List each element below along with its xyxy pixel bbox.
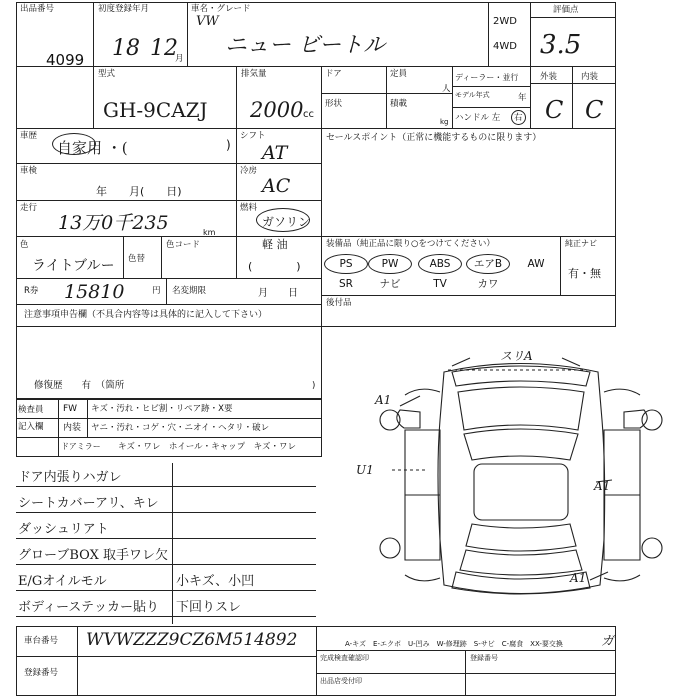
shift-label: シフト: [240, 131, 266, 141]
damage-mark-right-rear: A1: [570, 571, 587, 585]
ext-label: 外装: [540, 72, 558, 82]
score: 3.5: [540, 30, 582, 60]
inspector-row-text: ヤニ・汚れ・コゲ・穴・ニオイ・ヘタリ・破レ: [91, 423, 270, 433]
reg-year: 18: [112, 36, 140, 61]
remark-right: 小キズ、小凹: [176, 574, 255, 589]
handle-label: ハンドル 左: [455, 113, 501, 123]
displacement: 2000: [250, 98, 304, 122]
inspector-row-text: キズ・汚れ・ヒビ割・リペア跡・X要: [91, 404, 233, 414]
fig-label: ガ: [601, 634, 615, 649]
drive-2wd: 2WD: [493, 16, 517, 27]
hood: [458, 387, 584, 430]
month-unit: 月: [175, 54, 184, 64]
usage-label: 車歴: [20, 131, 38, 141]
name-change-label: 名変期限: [172, 286, 207, 296]
fuel-paren: ( ): [248, 260, 301, 273]
dealer-label: ディーラー・並行: [455, 73, 519, 82]
door-label: ドア: [325, 69, 342, 79]
yen-unit: 円: [152, 286, 161, 296]
score-label: 評価点: [553, 5, 579, 15]
lot-label: 出品番号: [20, 4, 55, 14]
inspector-label: 検査員: [18, 405, 44, 415]
capacity-label: 定員: [390, 69, 408, 79]
equip-item: AW: [527, 258, 545, 270]
equip-label: 装備品（純正品に限り○をつけてください）: [326, 239, 495, 249]
shape-label: 形状: [325, 99, 343, 109]
remark-right: 下回りスレ: [176, 600, 242, 615]
usage-close: ): [226, 138, 231, 152]
mileage-label: 走行: [20, 203, 38, 213]
footer-box3: 出品店受付印: [320, 677, 362, 685]
damage-mark-right-door: A1: [594, 479, 611, 493]
damage-mark-front-bumper: スリA: [500, 349, 533, 363]
vin-label: 車台番号: [24, 636, 59, 646]
sales-label: セールスポイント（正常に機能するものに限ります）: [326, 133, 542, 143]
roof: [474, 464, 568, 520]
lot-number: 4099: [46, 51, 85, 69]
remark-left: E/Gオイルモル: [18, 574, 107, 589]
damage-mark-left-door: U1: [356, 463, 374, 477]
remark-left: ダッシュリアト: [18, 522, 109, 537]
reg-label: 登録番号: [24, 668, 59, 678]
year-unit: 年: [518, 93, 527, 103]
fuel-value: ガソリン: [262, 215, 311, 229]
name-change-value: 月 日: [258, 288, 298, 299]
equip-item: ナビ: [379, 278, 401, 290]
cooling-value: AC: [262, 175, 291, 197]
remark-left: シートカバーアリ、キレ: [18, 496, 159, 511]
damage-mark-left-front: A1: [375, 393, 392, 407]
person-unit: 人: [442, 84, 451, 94]
remark-left: ボディーステッカー貼り: [18, 600, 160, 615]
recycle-value: 15810: [64, 281, 125, 303]
shift-value: AT: [262, 142, 288, 164]
usage-value: 自家用 ・(: [57, 139, 128, 157]
trunk: [460, 550, 582, 575]
color-label: 色: [20, 240, 29, 250]
cooling-label: 冷房: [240, 166, 258, 176]
legend: A-キズ E-エクボ U-凹み W-修理跡 S-サビ C-腐食 XX-要交換: [345, 640, 563, 648]
inspector-row-text: キズ・ワレ ホイール・キャップ キズ・ワレ: [118, 442, 296, 452]
model-code: GH-9CAZJ: [103, 98, 208, 122]
handle-right: 右: [514, 113, 523, 123]
cc-unit: cc: [303, 109, 314, 120]
footer-box2: 登録番号: [470, 654, 498, 662]
repair-close: ): [312, 381, 316, 391]
int-label: 内装: [581, 72, 599, 82]
remark-left: グローブBOX 取手ワレ欠: [18, 548, 168, 563]
front-right-wheel: [642, 410, 662, 430]
inspector-row-head: 内装: [63, 423, 82, 433]
color-change-label: 色替: [128, 254, 146, 264]
equip-item: エアB: [473, 258, 503, 270]
footer-box1: 完成検査確認印: [320, 654, 369, 662]
front-bumper: [452, 366, 590, 386]
equip-item: カワ: [477, 278, 499, 290]
ext-score: C: [545, 96, 564, 124]
int-score: C: [585, 96, 604, 124]
repair-label: 修復歴 有 （箇所: [34, 380, 125, 391]
equip-item: TV: [433, 278, 447, 290]
recycle-label: R券: [24, 286, 39, 296]
load-label: 積載: [390, 99, 408, 109]
model-name: ニュー ビートル: [225, 33, 386, 58]
reg-month: 12: [150, 36, 178, 61]
maker: VW: [196, 14, 219, 29]
drive-4wd: 4WD: [493, 41, 517, 52]
km-unit: km: [203, 228, 216, 237]
windshield: [464, 429, 578, 460]
color-code-label: 色コード: [166, 240, 201, 250]
notes-label: 注意事項申告欄（不具合内容等は具体的に記入して下さい）: [24, 310, 268, 320]
remarks-label: 記入欄: [18, 422, 44, 432]
model-year-label: モデル年式: [455, 91, 490, 99]
vin-value: WVWZZZ9CZ6M514892: [86, 630, 298, 650]
remark-left: ドア内張りハガレ: [18, 470, 122, 485]
disp-label: 排気量: [241, 69, 267, 79]
equip-item: SR: [339, 278, 353, 290]
inspection-value: 年 月( 日): [96, 185, 182, 198]
first-reg-label: 初度登録年月: [98, 4, 150, 14]
name-label: 車名・グレード: [191, 4, 251, 14]
nav-label: 純正ナビ: [565, 239, 597, 248]
nav-value: 有・無: [568, 267, 601, 280]
equip-item: ABS: [429, 258, 451, 270]
fuel-alt: 軽 油: [262, 238, 288, 251]
inspection-label: 車検: [20, 166, 38, 176]
rear-left-wheel: [380, 538, 400, 558]
rear-right-wheel: [642, 538, 662, 558]
color-value: ライトブルー: [32, 258, 115, 274]
model-label: 型式: [98, 69, 116, 79]
equip-item: PW: [381, 258, 399, 270]
mileage-value: 13万0千235: [58, 212, 169, 234]
rear-window: [466, 524, 576, 551]
inspector-row-head: FW: [63, 404, 78, 414]
equip-item: PS: [339, 258, 353, 270]
kg-unit: kg: [440, 118, 449, 126]
after-label: 後付品: [326, 298, 352, 308]
inspector-row-head: ドアミラー: [61, 442, 101, 451]
fuel-label: 燃料: [240, 203, 258, 213]
